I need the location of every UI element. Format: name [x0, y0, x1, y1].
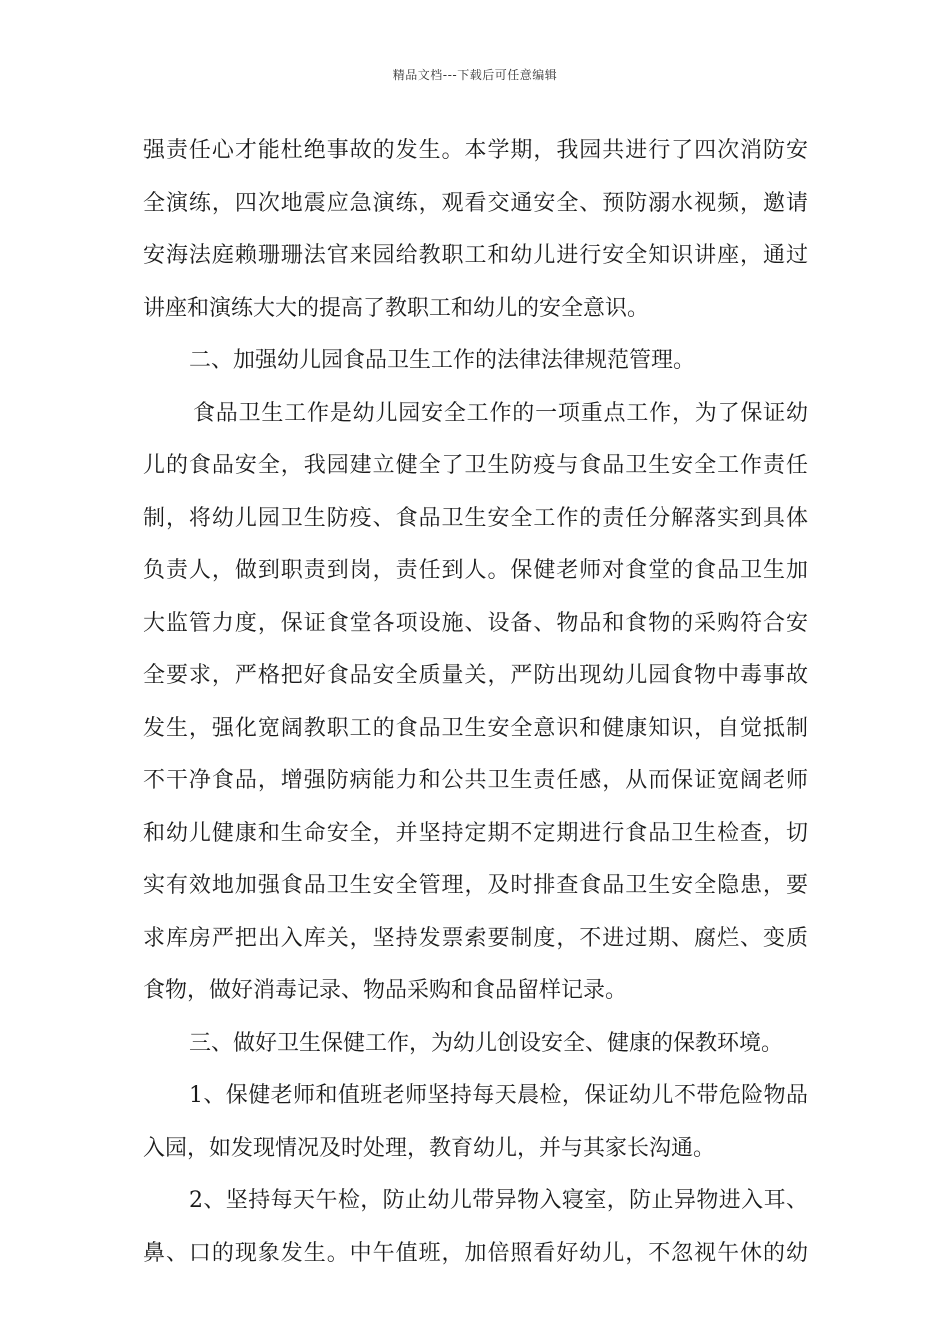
text-line: 制，将幼儿园卫生防疫、食品卫生安全工作的责任分解落实到具体 — [143, 505, 808, 531]
document-body — [143, 125, 808, 1280]
text-line: 强责任心才能杜绝事故的发生。本学期，我园共进行了四次消防安 — [143, 138, 808, 163]
text-line: 1、保健老师和值班老师坚持每天晨检，保证幼儿不带危险物品 — [189, 1083, 808, 1108]
text-line: 食物，做好消毒记录、物品采购和食品留样记录。 — [143, 978, 628, 1003]
text-line: 求库房严把出入库关，坚持发票索要制度，不进过期、腐烂、变质 — [143, 925, 808, 951]
text-line: 全演练，四次地震应急演练，观看交通安全、预防溺水视频，邀请 — [143, 190, 808, 216]
text-line: 2、坚持每天午检，防止幼儿带异物入寝室，防止异物进入耳、 — [189, 1188, 808, 1213]
section-heading: 二、加强幼儿园食品卫生工作的法律法律规范管理。 — [189, 348, 696, 373]
paragraph-noon-check — [143, 1175, 808, 1280]
text-line: 安海法庭赖珊珊法官来园给教职工和幼儿进行安全知识讲座，通过 — [143, 243, 808, 268]
text-line: 入园，如发现情况及时处理，教育幼儿，并与其家长沟通。 — [143, 1135, 716, 1161]
text-line: 发生，强化宽阔教职工的食品卫生安全意识和健康知识，自觉抵制 — [143, 715, 808, 741]
text-line: 大监管力度，保证食堂各项设施、设备、物品和食物的采购符合安 — [143, 610, 808, 636]
text-line: 不干净食品，增强防病能力和公共卫生责任感，从而保证宽阔老师 — [143, 768, 808, 793]
paragraph-safety-drills — [143, 125, 808, 335]
paragraph-food-hygiene — [143, 388, 808, 1018]
text-line: 负责人，做到职责到岗，责任到人。保健老师对食堂的食品卫生加 — [143, 558, 808, 583]
text-line: 食品卫生工作是幼儿园安全工作的一项重点工作，为了保证幼 — [193, 400, 808, 426]
text-line: 鼻、口的现象发生。中午值班，加倍照看好幼儿，不忽视午休的幼 — [143, 1240, 808, 1266]
text-line: 和幼儿健康和生命安全，并坚持定期不定期进行食品卫生检查，切 — [143, 820, 808, 846]
section-heading: 三、做好卫生保健工作，为幼儿创设安全、健康的保教环境。 — [189, 1030, 784, 1056]
text-line: 实有效地加强食品卫生安全管理，及时排查食品卫生安全隐患，要 — [143, 873, 808, 898]
section-heading-health-care — [143, 1018, 808, 1071]
section-heading-food-hygiene — [143, 335, 808, 388]
paragraph-morning-check — [143, 1070, 808, 1175]
text-line: 全要求，严格把好食品安全质量关，严防出现幼儿园食物中毒事故 — [143, 663, 808, 688]
text-line: 讲座和演练大大的提高了教职工和幼儿的安全意识。 — [143, 295, 650, 321]
text-line: 儿的食品安全，我园建立健全了卫生防疫与食品卫生安全工作责任 — [143, 453, 808, 478]
page-header: 精品文档---下载后可任意编辑 — [392, 68, 558, 82]
